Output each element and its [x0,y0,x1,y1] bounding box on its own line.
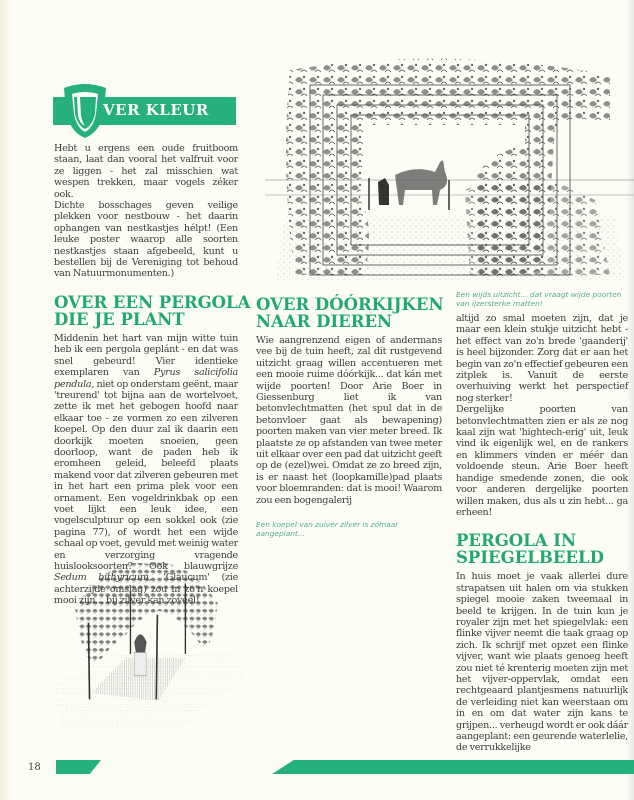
heading-doorkijken [256,296,442,330]
intro-paragraph: Dichte bosschages geven veilige plekken voor nestbouw - het daarin ophangen van nestkastjes hélpt! (Een leuke poster waarop alle soorten nestkastjes staan afgebeeld, kunt u bestellen bij de Vereniging tot behoud van Natuurmonumenten.) [54,200,238,280]
left-column [54,143,251,607]
plant-name: Pyrus salicifolia pendula [54,367,238,390]
heading-line: OVER EEN PERGOLA [54,292,251,312]
body-text: Middenin het hart van mijn witte tuin heb ik een pergola geplánt - en dat was snel gebeurd! Vier identieke exemplaren van [54,332,238,379]
body-text: altijd zo smal moeten zijn, dat je maar een klein stukje uitzicht hebt - het effect van zo'n brede 'gaanderij' is heel bijzonder. Zorg dat er aan het begin van zo'n effectief gebeuren een zitplek is. Vanuit de eerste overhuiving werkt het perspectief nog sterker! [456,313,628,404]
intro-text [54,143,238,280]
body-text: In huis moet je vaak allerlei dure strapatsen uit halen om via stukken spiegel mooie zaken tweemaal in beeld te krijgen. In de tuin kun je royaler zijn met het spiegelvlak: een flinke vijver neemt die taak graag op zich. Ik schrijf met opzet een flinke vijver, want wie plaats genoeg heeft zou niet té krenterig moeten zijn met het vijver-oppervlak, omdat een rechtgeaard plantjesmens natuurlijk de verleiding niet kan weerstaan om in en om dat water zijn kans te grijpen... verheugd wordt er ook dáár aangeplant: een geurende waterlelie, de verrukkelijke [456,571,628,754]
body-text: , 'Glaucum' (zie achterzijde omslag) zou in zo'n koepel mooi zijn... bij zilver kan zovéél! [54,572,239,607]
heading-line: SPIEGELBEELD [456,548,604,568]
section-title: VER KLEUR [103,101,209,119]
caption-dome: Een koepel van zuiver zilver is zómaar aangeplant... [256,520,399,539]
page-spine-shadow [0,0,12,800]
pergola-body [54,333,238,607]
body-text: Wie aangrenzend eigen of andermans vee bij de tuin heeft, zal dit rustgevend uitzicht graag willen accentueren met een mooie ruime dóórkijk... dat kán met wijde poorten! Door Arie Boer in Giessenburg liet ik van betonvlechtmatten (het spul dat in de betonvloer gaat als bewapening) poorten maken van vier meter breed. Ik plaatste ze op afstanden van twee meter uit elkaar over een pad dat uitzicht geeft op de (ezel)wei. Omdat ze zo breed zijn, is er naast het (loopkamille)pad plaats voor bloemranden: dat is mooi! Waarom zou een bogengalerij [256,335,442,506]
bird-sculpture [134,634,146,675]
archway-illustration [265,50,634,285]
footer-bar-left [56,760,101,774]
right-column [456,290,628,754]
middle-column [256,296,442,538]
caption-archway: Een wijds uitzicht... dat vraagt wijde poorten van ijzersterke matten! [456,290,622,308]
heading-spiegelbeeld [456,532,628,566]
body-text: , niet op onderstam geënt, maar 'treurend' tot bijna aan de wortelvoet, zette ik met het gebogen hoofd naar elkaar toe - ze vormen zo een zilveren koepel. Op den duur zal ik daarin een doorkijk moeten snoeien, geen doorloop, want de paden heb ik eromheen geleid, beleefd plaats makend voor dat zilveren gebeuren met in het hart een prima plek voor een ornament. Een vogeldrinkbak op een voet lijkt een leuk idee, een vogelsculptuur op een sokkel ook (zie pagina 77), of wordt het een wijde schaal op voet, gevuld met weinig water en verzorging vragende huislooksoorten? Ook blauwgrijze [54,378,238,572]
doorkijken-body-continued [456,313,628,518]
heading-line: PERGOLA IN [456,531,577,551]
heading-line: NAAR DIEREN [256,312,393,331]
body-text: Dergelijke poorten van betonvlechtmatten zien er als ze nog kaal zijn wat 'hightech-erig' uit, leuk vind ik eigenlijk wel, en de rankers en klimmers vinden er méér dan voldoende steun. Arie Boer heeft handige smedende zonen, die ook voor anderen dergelijke poorten willen maken, dus als u zin hebt... ga erheen! [456,404,628,518]
page-number: 18 [28,762,41,773]
heading-pergola [54,292,251,329]
heading-line: DIE JE PLANT [54,309,185,329]
footer-bar-right [272,760,634,774]
plant-name: Sedum bithyricum [54,572,149,584]
spiegelbeeld-body [456,571,628,754]
dome-ground [51,654,245,728]
doorkijken-body [256,335,442,506]
heading-line: OVER DÓÓRKIJKEN [256,295,444,314]
donkeys [369,160,449,210]
intro-paragraph: Hebt u ergens een oude fruitboom staan, laat dan vooral het valfruit voor ze liggen - het zal misschien wat wespen trekken, maar vogels zéker ook. [54,143,238,200]
